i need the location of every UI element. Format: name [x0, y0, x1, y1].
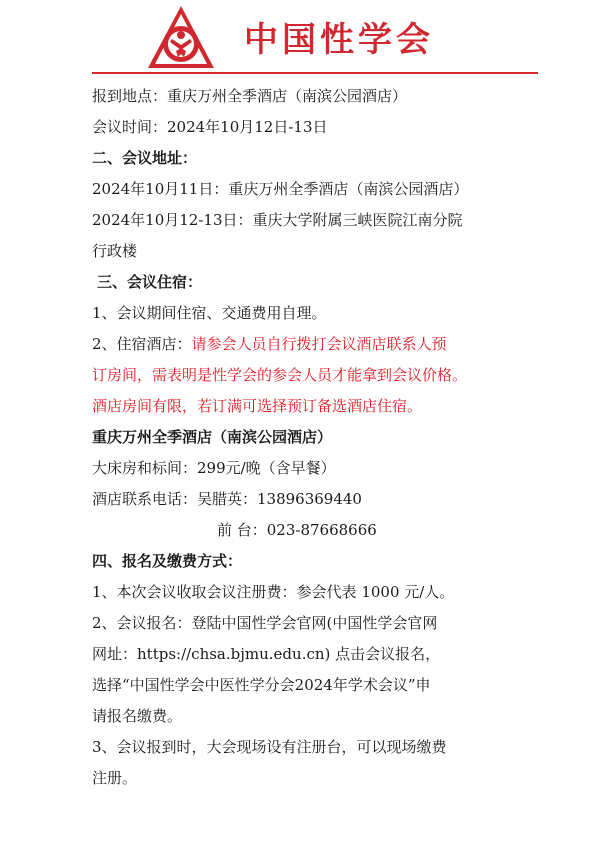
- front-desk-phone: 前 台：023-87668666: [217, 521, 377, 539]
- hotel-name: 重庆万州全季酒店（南滨公园酒店）: [92, 428, 333, 446]
- svg-text:S: S: [193, 56, 198, 64]
- registration-item-3-line-1: 3、会议报到时，大会现场设有注册台，可以现场缴费: [92, 738, 447, 756]
- venue-line-1: 2024年10月11日：重庆万州全季酒店（南滨公园酒店）: [92, 180, 469, 198]
- report-location: 报到地点：重庆万州全季酒店（南滨公园酒店）: [92, 87, 408, 105]
- accommodation-notice-red-2: 订房间，需表明是性学会的参会人员才能拿到会议价格。: [92, 366, 468, 384]
- registration-item-2-line-3: 选择“中国性学会中医性学分会2024年学术会议”申: [92, 676, 431, 694]
- registration-item-1: 1、本次会议收取会议注册费：参会代表 1000 元/人。: [92, 583, 455, 601]
- registration-item-2-line-2: 网址：https://chsa.bjmu.edu.cn) 点击会议报名，: [92, 645, 441, 663]
- meeting-time: 会议时间：2024年10月12日-13日: [92, 118, 328, 136]
- hotel-contact: 酒店联系电话：吴腊英：13896369440: [92, 490, 362, 508]
- accommodation-notice-red-3: 酒店房间有限，若订满可选择预订备选酒店住宿。: [92, 397, 423, 415]
- letterhead: [0, 0, 600, 78]
- registration-item-2-line-1: 2、会议报名：登陆中国性学会官网(中国性学会官网: [92, 614, 438, 632]
- svg-text:C: C: [164, 56, 169, 64]
- registration-item-2-line-4: 请报名缴费。: [92, 707, 183, 725]
- section-title-accommodation: 三、会议住宿：: [97, 273, 203, 291]
- accommodation-notice-red-1: 请参会人员自行拨打会议酒店联系人预: [191, 335, 447, 353]
- section-title-venue: 二、会议地址：: [92, 149, 198, 167]
- registration-item-3-line-2: 注册。: [92, 769, 138, 787]
- document-body: [92, 81, 532, 794]
- accommodation-item-2: [92, 329, 532, 360]
- venue-line-3: 行政楼: [92, 242, 138, 260]
- organization-name: 中国性学会: [244, 20, 434, 60]
- chsa-logo-icon: [146, 4, 216, 70]
- room-price: 大床房和标间：299元/晚（含早餐）: [92, 459, 336, 477]
- accommodation-item-2-prefix: 2、住宿酒店：: [92, 335, 192, 353]
- section-title-registration: 四、报名及缴费方式：: [92, 552, 243, 570]
- accommodation-item-1: 1、会议期间住宿、交通费用自理。: [92, 304, 327, 322]
- venue-line-2: 2024年10月12-13日：重庆大学附属三峡医院江南分院: [92, 211, 463, 229]
- header-divider: [92, 72, 538, 74]
